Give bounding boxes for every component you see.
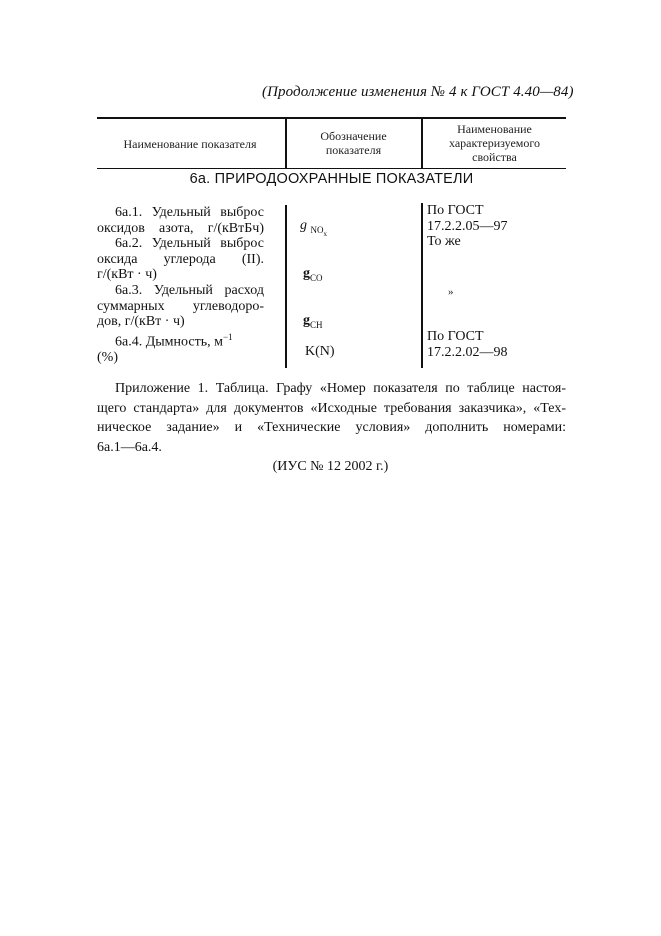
column-header-property-line: Наименование [457,122,532,136]
row-name-line: суммарных углеводоро- [97,298,264,314]
symbol-nox [300,218,327,238]
row-name-line: 6а.2. Удельный выброс [115,236,264,252]
table-row [97,205,264,366]
publication-reference: (ИУС № 12 2002 г.) [272,459,389,474]
symbol-kn: K(N) [305,344,335,359]
row-name-line: оксидов азота, г/(кВтБч) [97,220,264,236]
symbol-subscript: CO [310,273,323,283]
property-line: 17.2.2.05—97 [427,218,508,234]
row-name-line: дов, г/(кВт · ч) [97,314,185,330]
symbol-subscript: NO [310,225,324,235]
column-header-property-line: характеризуемого [448,136,541,150]
property-line: По ГОСТ [427,203,484,218]
table-top-rule [97,117,566,119]
continuation-note: (Продолжение изменения № 4 к ГОСТ 4.40—84) [262,84,574,100]
paragraph-line: Приложение 1. Таблица. Графу «Номер показателя по таблице настоя- [115,381,566,396]
superscript: −1 [222,331,233,342]
row-name-line: оксида углерода (II). [97,251,264,267]
column-header-name: Наименование показателя [123,137,257,151]
property-line: То же [427,234,461,250]
paragraph-line: 6а.1—6а.4. [97,439,162,455]
symbol-letter: g [300,218,307,233]
column-header-symbol-line: показателя [325,143,382,157]
row-name-line: 6а.1. Удельный выброс [115,205,264,220]
row-property [427,329,508,360]
row-name-line: (%) [97,350,118,365]
symbol-subscript: CH [310,320,323,330]
row-name-line: г/(кВт · ч) [97,267,157,283]
symbol-ch [303,313,323,330]
ditto-mark: » [448,286,454,298]
row-property [427,203,508,250]
table-header-rule [97,168,566,169]
amendment-paragraph [97,379,566,457]
symbol-co [303,266,323,283]
column-header-property [423,122,566,164]
row-name-text: 6а.4. Дымность, м [115,334,223,350]
property-line: 17.2.2.02—98 [427,344,508,360]
symbol-letter: g [303,266,310,281]
property-line: По ГОСТ [427,329,484,344]
column-header-symbol [287,129,420,157]
paragraph-line: щего стандарта» для документов «Исходные требования заказчика», «Тех- [97,400,566,416]
section-title: 6а. ПРИРОДООХРАННЫЕ ПОКАЗАТЕЛИ [189,171,474,187]
body-divider-1 [285,205,287,368]
column-header-property-line: свойства [472,150,517,164]
symbol-subscript: x [323,230,327,238]
symbol-letter: g [303,313,310,328]
row-name-line: 6а.3. Удельный расход [115,282,264,298]
body-divider-2 [421,203,423,368]
column-header-symbol-line: Обозначение [320,129,387,143]
row-name-line [97,330,264,350]
paragraph-line: ническое задание» и «Технические условия» дополнить номерами: [97,420,566,435]
